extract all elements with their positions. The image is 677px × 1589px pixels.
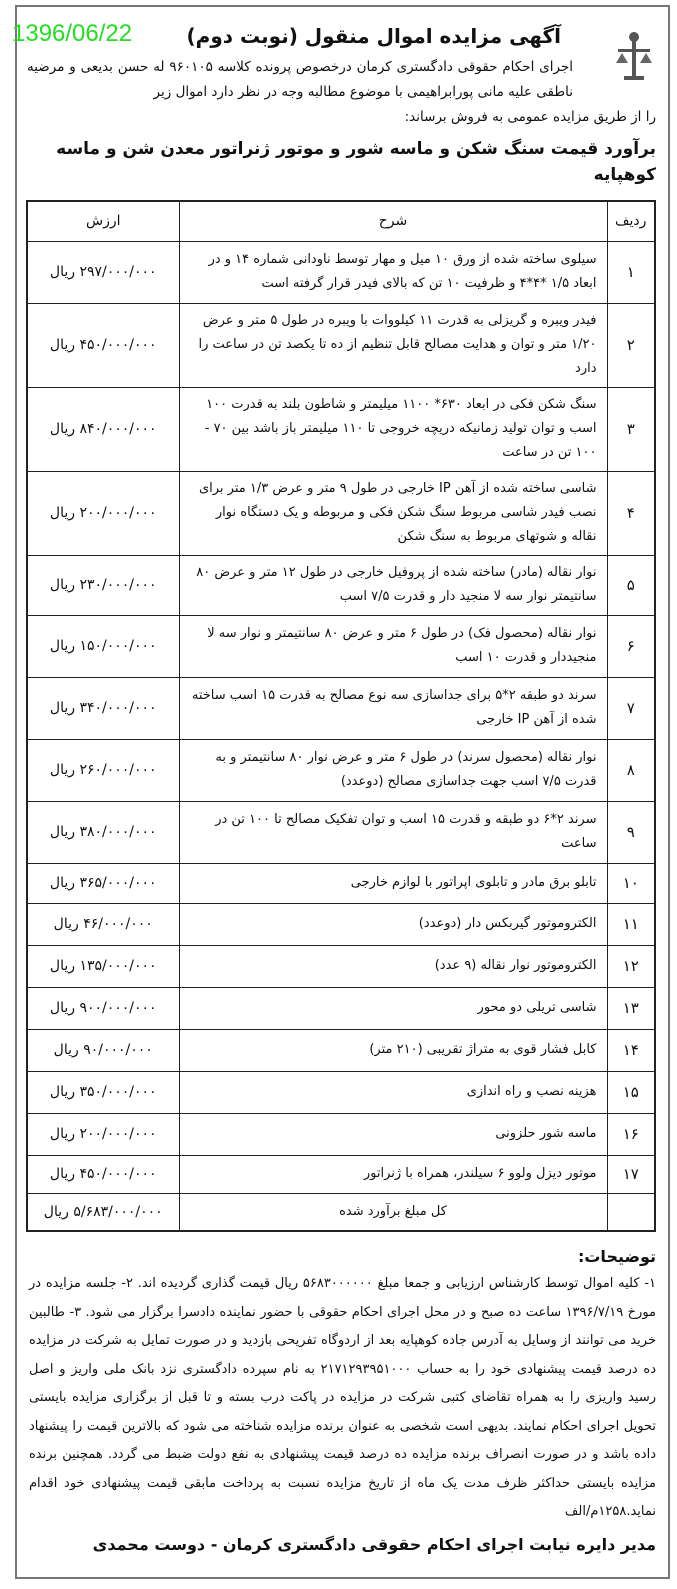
- intro-text: اجرای احکام حقوقی دادگستری کرمان درخصوص پرونده کلاسه ۹۶۰۱۰۵ له حسن بدیعی و مرضیه ناطقی علیه مانی پورابراهیمی با موضوع مطالبه وجه در نظر دارد اموال زیر: [27, 59, 573, 100]
- table-row: [27, 1029, 655, 1071]
- signature: مدیر دایره نیابت اجرای احکام حقوقی دادگستری کرمان - دوست محمدی: [92, 1534, 656, 1554]
- row-value: ۲۰۰/۰۰۰/۰۰۰ ریال: [27, 1113, 179, 1155]
- intro-text-continued: را از طریق مزایده عمومی به فروش برساند:: [404, 109, 656, 125]
- table-row: [27, 387, 655, 471]
- header-row-number: ردیف: [607, 201, 655, 241]
- subtitle: برآورد قیمت سنگ شکن و ماسه شور و موتور ژنراتور معدن شن و ماسه کوهپایه: [56, 139, 656, 185]
- notice-title: آگهی مزایده اموال منقول (نوبت دوم): [186, 24, 561, 48]
- table-row: [27, 241, 655, 303]
- row-value: ۱۵۰/۰۰۰/۰۰۰ ریال: [27, 615, 179, 677]
- row-number: ۷: [607, 677, 655, 739]
- row-description: سیلوی ساخته شده از ورق ۱۰ میل و مهار توسط ناودانی شماره ۱۴ و در ابعاد ۱/۵ *۴*۴ و ظرفیت ۱۰ تن که بالای فیدر قرار گرفته است: [179, 241, 607, 303]
- row-number: ۹: [607, 801, 655, 863]
- row-description: ماسه شور حلزونی: [179, 1113, 607, 1155]
- total-row: [27, 1193, 655, 1231]
- row-description: موتور دیزل ولوو ۶ سیلندر، همراه با ژنراتور: [179, 1155, 607, 1193]
- notice-frame: [12, 5, 670, 1579]
- row-description: هزینه نصب و راه اندازی: [179, 1071, 607, 1113]
- row-description: سرند دو طبقه ۲*۵ برای جداسازی سه نوع مصالح به قدرت ۱۵ اسب ساخته شده از آهن IP خارجی: [179, 677, 607, 739]
- row-number: ۳: [607, 387, 655, 471]
- row-description: شاسی ساخته شده از آهن IP خارجی در طول ۹ متر و عرض ۱/۳ متر برای نصب فیدر شاسی مربوط سنگ شکن فکی و مربوطه و یک دستگاه نوار نقاله و شوتهای مربوط به سنگ شکن: [179, 471, 607, 555]
- table-row: [27, 945, 655, 987]
- notes-heading: توضیحات:: [577, 1247, 656, 1266]
- row-value: ۳۸۰/۰۰۰/۰۰۰ ریال: [27, 801, 179, 863]
- row-description: شاسی تریلی دو محور: [179, 987, 607, 1029]
- table-row: [27, 903, 655, 945]
- total-empty-cell: [607, 1193, 655, 1231]
- table-row: [27, 1155, 655, 1193]
- row-number: ۲: [607, 303, 655, 387]
- row-value: ۴۵۰/۰۰۰/۰۰۰ ریال: [27, 303, 179, 387]
- table-row: [27, 615, 655, 677]
- row-value: ۳۵۰/۰۰۰/۰۰۰ ریال: [27, 1071, 179, 1113]
- table-row: [27, 471, 655, 555]
- items-table: [26, 200, 656, 1232]
- row-description: کابل فشار قوی به متراژ تقریبی (۲۱۰ متر): [179, 1029, 607, 1071]
- row-number: ۴: [607, 471, 655, 555]
- row-value: ۹۰/۰۰۰/۰۰۰ ریال: [27, 1029, 179, 1071]
- table-row: [27, 677, 655, 739]
- table-row: [27, 863, 655, 903]
- row-value: ۴۵۰/۰۰۰/۰۰۰ ریال: [27, 1155, 179, 1193]
- row-value: ۹۰۰/۰۰۰/۰۰۰ ریال: [27, 987, 179, 1029]
- header-value: ارزش: [27, 201, 179, 241]
- judiciary-scales-logo-icon: [614, 31, 654, 91]
- row-value: ۲۰۰/۰۰۰/۰۰۰ ریال: [27, 471, 179, 555]
- row-number: ۱۲: [607, 945, 655, 987]
- row-description: فیدر ویبره و گریزلی به قدرت ۱۱ کیلووات با ویبره در طول ۵ متر و عرض ۱/۲۰ متر و توان و هدایت مصالح قابل تنظیم از ده تا یکصد تن در ساعت را دارد: [179, 303, 607, 387]
- table-row: [27, 1071, 655, 1113]
- row-description: نوار نقاله (محصول سرند) در طول ۶ متر و عرض نوار ۸۰ سانتیمتر و به قدرت ۷/۵ اسب جهت جداسازی مصالح (دوعدد): [179, 739, 607, 801]
- row-description: تابلو برق مادر و تابلوی اپراتور با لوازم خارجی: [179, 863, 607, 903]
- row-number: ۱۴: [607, 1029, 655, 1071]
- row-value: ۲۳۰/۰۰۰/۰۰۰ ریال: [27, 555, 179, 615]
- row-number: ۶: [607, 615, 655, 677]
- total-label: کل مبلغ برآورد شده: [179, 1193, 607, 1231]
- row-description: الکتروموتور گیربکس دار (دوعدد): [179, 903, 607, 945]
- table-header-row: [27, 201, 655, 241]
- row-number: ۱: [607, 241, 655, 303]
- row-value: ۴۶/۰۰۰/۰۰۰ ریال: [27, 903, 179, 945]
- row-description: سرند ۲*۶ دو طبقه و قدرت ۱۵ اسب و توان تفکیک مصالح تا ۱۰۰ تن در ساعت: [179, 801, 607, 863]
- row-description: نوار نقاله (محصول فک) در طول ۶ متر و عرض ۸۰ سانتیمتر و نوار سه لا منجیددار و قدرت ۱۰ اسب: [179, 615, 607, 677]
- row-value: ۳۶۵/۰۰۰/۰۰۰ ریال: [27, 863, 179, 903]
- table-row: [27, 303, 655, 387]
- row-description: الکتروموتور نوار نقاله (۹ عدد): [179, 945, 607, 987]
- row-value: ۳۴۰/۰۰۰/۰۰۰ ریال: [27, 677, 179, 739]
- table-row: [27, 555, 655, 615]
- row-number: ۱۳: [607, 987, 655, 1029]
- notes-text: ۱- کلیه اموال توسط کارشناس ارزیابی و جمعا مبلغ ۵۶۸۳۰۰۰۰۰۰ ریال قیمت گذاری گردیده اند. ۲- جلسه مزایده در مورخ ۱۳۹۶/۷/۱۹ ساعت ده صبح و در محل اجرای احکام حقوقی با حضور نماینده دادسرا برگزار می شود. ۳- طالبین خرید می توانند از وسایل به آدرس جاده کوهپایه بعد از اردوگاه تفریحی بازدید و در صورت تمایل به شرکت در مزایده ده درصد قیمت پیشنهادی خود را به حساب ۲۱۷۱۲۹۳۹۵۱۰۰۰ به نام سپرده دادگستری نزد بانک ملی واریز و اصل رسید واریزی را به همراه تقاضای کتبی شرکت در مزایده در پاکت درب بسته و تا قبل از برگزاری مزایده بایستی تحویل اجرای احکام نمایند. بدیهی است شخصی به عنوان برنده مزایده شناخته می شود که بالاترین قیمت را پیشنهاد داده باشد و در صورت انصراف برنده مزایده ده درصد قیمت پیشنهادی به نفع دولت ضبط می گردد. همچنین برنده مزایده بایستی حداکثر ظرف مدت یک ماه از تاریخ مزایده نسبت به پرداخت مابقی قیمت پیشنهادی خود اقدام نماید.۱۲۵۸م/الف: [29, 1276, 657, 1519]
- row-description: سنگ شکن فکی در ابعاد ۶۳۰* ۱۱۰۰ میلیمتر و شاطون بلند به قدرت ۱۰۰ اسب و توان تولید زمانیکه دریچه خروجی تا ۱۱۰ میلیمتر باز باشد بین ۷۰ - ۱۰۰ تن در ساعت: [179, 387, 607, 471]
- table-row: [27, 739, 655, 801]
- row-number: ۱۱: [607, 903, 655, 945]
- row-number: ۱۷: [607, 1155, 655, 1193]
- table-row: [27, 1113, 655, 1155]
- date-stamp: 1396/06/22: [12, 20, 133, 47]
- header-description: شرح: [179, 201, 607, 241]
- row-value: ۱۳۵/۰۰۰/۰۰۰ ریال: [27, 945, 179, 987]
- row-number: ۱۶: [607, 1113, 655, 1155]
- row-value: ۲۹۷/۰۰۰/۰۰۰ ریال: [27, 241, 179, 303]
- row-number: ۸: [607, 739, 655, 801]
- table-row: [27, 801, 655, 863]
- row-number: ۱۰: [607, 863, 655, 903]
- row-number: ۵: [607, 555, 655, 615]
- total-value: ۵/۶۸۳/۰۰۰/۰۰۰ ریال: [27, 1193, 179, 1231]
- row-description: نوار نقاله (مادر) ساخته شده از پروفیل خارجی در طول ۱۲ متر و عرض ۸۰ سانتیمتر نوار سه لا منجید دار و قدرت ۷/۵ اسب: [179, 555, 607, 615]
- row-number: ۱۵: [607, 1071, 655, 1113]
- row-value: ۸۴۰/۰۰۰/۰۰۰ ریال: [27, 387, 179, 471]
- table-row: [27, 987, 655, 1029]
- row-value: ۲۶۰/۰۰۰/۰۰۰ ریال: [27, 739, 179, 801]
